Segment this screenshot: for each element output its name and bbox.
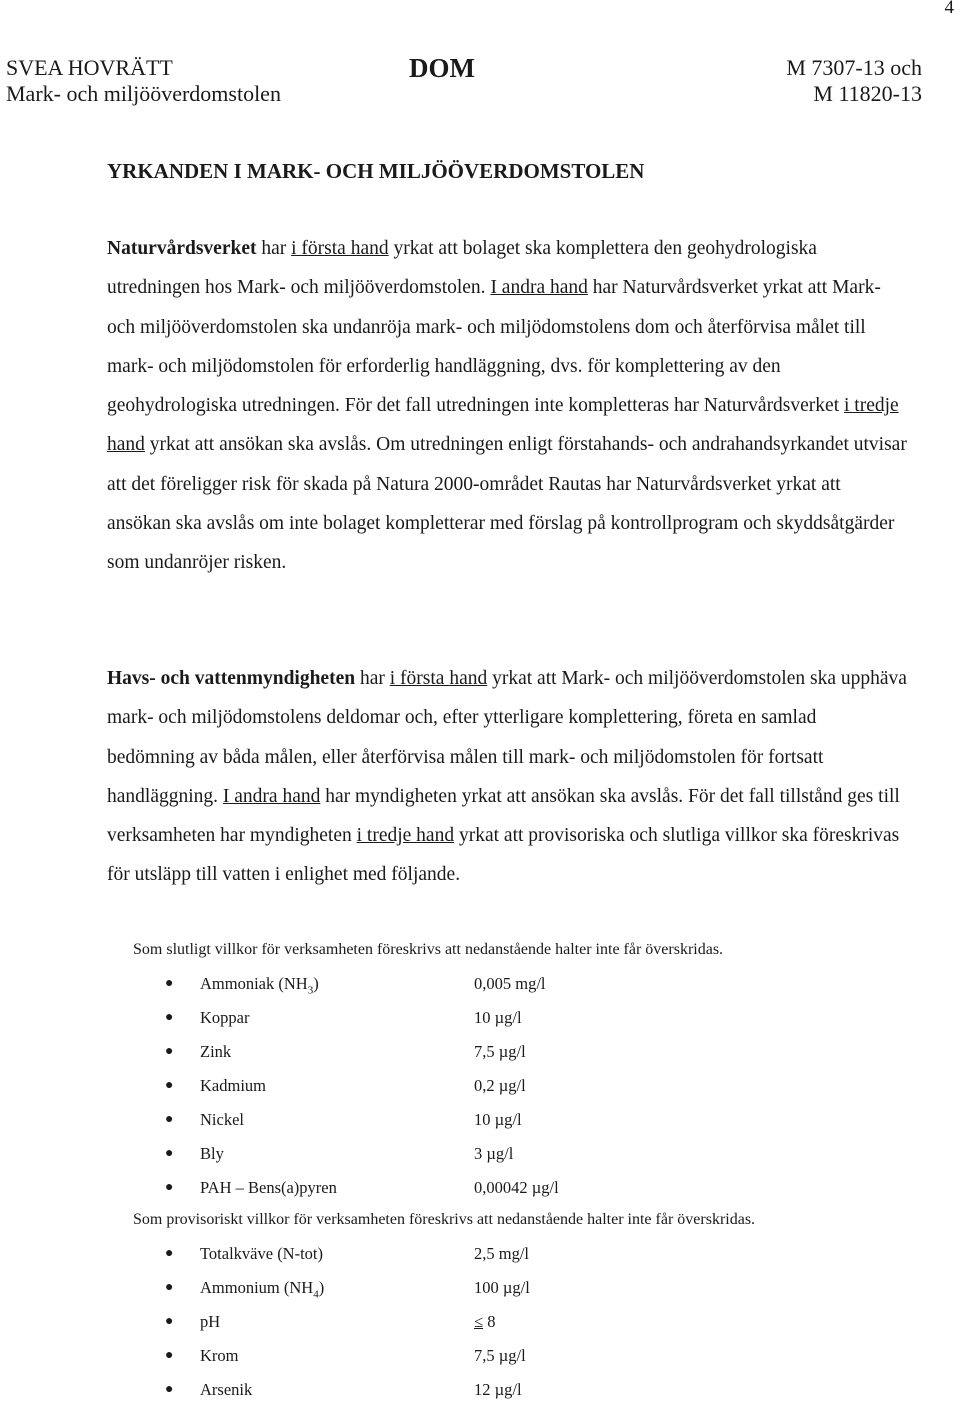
limit-value: 2,5 mg/l xyxy=(474,1244,530,1263)
limit-value: 7,5 µg/l xyxy=(474,1042,526,1061)
bullet-icon: ● xyxy=(165,1314,174,1329)
substance-text-end: ) xyxy=(318,1278,325,1297)
substance-name: Nickel xyxy=(200,1110,244,1129)
limit-value: 10 µg/l xyxy=(474,1008,522,1027)
list-item xyxy=(165,1174,559,1208)
list-item xyxy=(165,1240,530,1274)
substance-name: PAH – Bens(a)pyren xyxy=(200,1178,337,1197)
limit-value: 10 µg/l xyxy=(474,1110,522,1129)
text-run: yrkat att ansökan ska avslås. Om utredningen enligt förstahands- och andrahandsyrkandet utvisar att det föreligger risk för skada på Natura 2000-området Rautas har Naturvårdsverket yrkat att ansökan ska avslås om inte bolaget kompletterar med förslag på kontrollprogram och skyddsåtgärder som undanröjer risken. xyxy=(107,434,907,574)
claim-secondary: I andra hand xyxy=(222,785,321,807)
header-court-block xyxy=(6,55,281,107)
limit-value: 3 µg/l xyxy=(474,1144,514,1163)
provisional-conditions-intro: Som provisoriskt villkor för verksamheten föreskrivs att nedanstående halter inte får överskridas. xyxy=(133,1211,756,1228)
substance-name: pH xyxy=(200,1312,221,1331)
document-type: DOM xyxy=(409,53,475,83)
bullet-icon: ● xyxy=(165,1180,174,1195)
text-run: har Naturvårdsverket yrkat att Mark- och miljööverdomstolen ska undanröja mark- och miljödomstolens dom och återförvisa målet till mark- och miljödomstolen för erforderlig handläggning, dvs. för komplettering av den geohydrologiska utredningen. För det fall utredningen inte kompletteras har Naturvårdsverket xyxy=(107,277,881,417)
claim-primary: i första hand xyxy=(291,238,389,259)
paragraph-havs-och-vattenmyndigheten xyxy=(107,659,907,895)
bullet-icon: ● xyxy=(165,1382,174,1397)
text-run: har myndigheten yrkat att ansökan ska avslås. För det fall tillstånd ges till verksamheten har myndigheten xyxy=(107,785,900,847)
substance-name: Koppar xyxy=(200,1008,250,1027)
text-run: yrkat att Mark- och miljööverdomstolen ska upphäva mark- och miljödomstolens deldomar och, efter ytterligare komplettering, företa en samlad bedömning av båda målen, eller återförvisa målen till mark- och miljödomstolen för fortsatt handläggning. xyxy=(107,668,907,807)
substance-name: Totalkväve (N-tot) xyxy=(200,1244,324,1263)
list-item xyxy=(165,1308,530,1342)
limit-value: 0,2 µg/l xyxy=(474,1076,526,1095)
text-run: har xyxy=(355,668,390,689)
substance-name: Bly xyxy=(200,1144,224,1163)
provisional-conditions-list xyxy=(165,1240,530,1410)
case-number-1: M 7307-13 och xyxy=(786,55,922,80)
bullet-icon: ● xyxy=(165,1246,174,1261)
text-run: yrkat att bolaget ska komplettera den geohydrologiska utredningen hos Mark- och miljööverdomstolen. xyxy=(107,238,817,299)
section-title: YRKANDEN I MARK- OCH MILJÖÖVERDOMSTOLEN xyxy=(107,159,645,183)
claim-tertiary: i tredje hand xyxy=(107,395,899,456)
claim-primary: i första hand xyxy=(389,668,488,689)
substance-text: Ammonium (NH xyxy=(200,1278,314,1297)
less-equal-symbol: ≤ xyxy=(474,1312,484,1331)
limit-value: 7,5 µg/l xyxy=(474,1346,526,1365)
bullet-icon: ● xyxy=(165,1112,174,1127)
substance-text-end: ) xyxy=(313,974,319,993)
list-item xyxy=(165,1004,559,1038)
substance-name: Kadmium xyxy=(200,1076,266,1095)
bullet-icon: ● xyxy=(165,1280,174,1295)
bullet-icon: ● xyxy=(165,1146,174,1161)
subscript: 4 xyxy=(313,1288,319,1301)
list-item xyxy=(165,1106,559,1140)
bullet-icon: ● xyxy=(165,1044,174,1059)
substance-name: Zink xyxy=(200,1042,232,1061)
list-item xyxy=(165,970,559,1004)
page-number: 4 xyxy=(944,0,954,18)
limit-number: 8 xyxy=(483,1312,496,1331)
list-item xyxy=(165,1376,530,1410)
final-conditions-intro: Som slutligt villkor för verksamheten föreskrivs att nedanstående halter inte får överskridas. xyxy=(133,941,724,958)
claim-tertiary: i tredje hand xyxy=(356,825,455,847)
court-name: SVEA HOVRÄTT xyxy=(6,55,173,80)
limit-value: 0,005 mg/l xyxy=(474,974,546,993)
claim-secondary: I andra hand xyxy=(490,277,588,299)
list-item xyxy=(165,1342,530,1376)
limit-value: 0,00042 µg/l xyxy=(474,1178,559,1197)
bullet-icon: ● xyxy=(165,1348,174,1363)
party-name: Havs- och vattenmyndigheten xyxy=(107,668,356,689)
substance-name xyxy=(200,970,474,998)
substance-text: Ammoniak (NH xyxy=(200,974,308,993)
list-item xyxy=(165,1038,559,1072)
bullet-icon: ● xyxy=(165,1078,174,1093)
text-run: yrkat att provisoriska och slutliga villkor ska föreskrivas för utsläpp till vatten i enlighet med följande. xyxy=(107,825,900,886)
party-name: Naturvårdsverket xyxy=(107,238,257,259)
text-run: har xyxy=(256,238,292,259)
substance-name xyxy=(200,1274,474,1302)
bullet-icon: ● xyxy=(165,1010,174,1025)
case-number-2: M 11820-13 xyxy=(813,81,922,106)
substance-name: Arsenik xyxy=(200,1380,253,1399)
substance-name: Krom xyxy=(200,1346,239,1365)
limit-value xyxy=(474,1308,495,1336)
list-item xyxy=(165,1140,559,1174)
list-item xyxy=(165,1274,530,1308)
bullet-icon: ● xyxy=(165,976,174,991)
limit-value: 12 µg/l xyxy=(474,1380,522,1399)
list-item xyxy=(165,1072,559,1106)
subscript: 3 xyxy=(307,984,314,997)
court-division: Mark- och miljööverdomstolen xyxy=(6,81,281,106)
final-conditions-list xyxy=(165,970,559,1208)
limit-value: 100 µg/l xyxy=(474,1278,530,1297)
paragraph-naturvardsverket xyxy=(107,229,907,583)
header-case-block xyxy=(786,55,922,107)
